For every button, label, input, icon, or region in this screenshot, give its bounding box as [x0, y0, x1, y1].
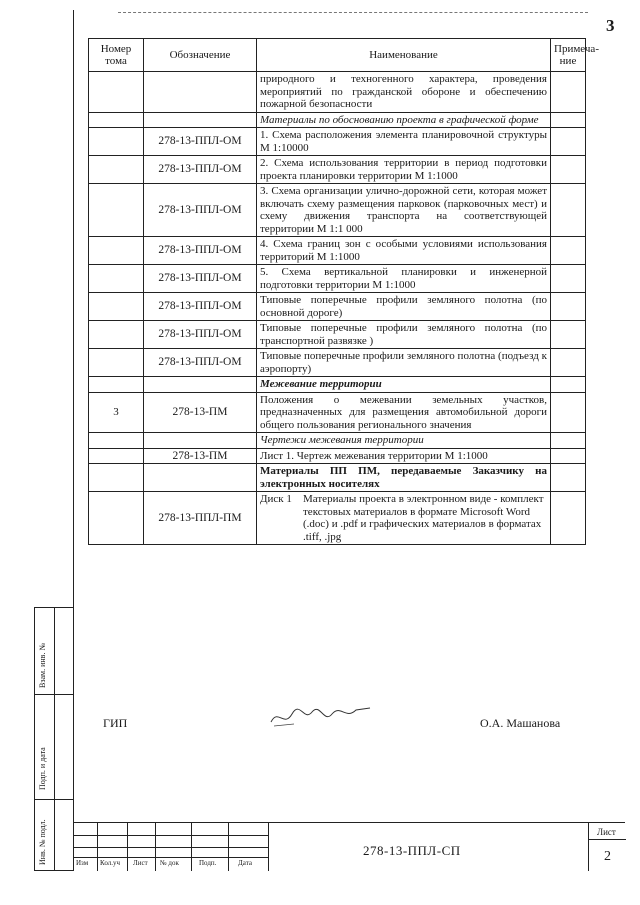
- row-code: 278-13-ПМ: [144, 392, 257, 433]
- row-volume: [89, 265, 144, 293]
- sheet-box: [588, 823, 626, 871]
- table-row: [89, 265, 586, 293]
- signature-name: О.А. Машанова: [480, 716, 561, 730]
- row-code: 278-13-ППЛ-ОМ: [144, 237, 257, 265]
- row-note: [551, 377, 586, 393]
- stamp-col-sheet: Лист: [133, 859, 148, 867]
- stamp-col-count: Кол.уч: [100, 859, 120, 867]
- row-code: [144, 72, 257, 113]
- table-row: [89, 464, 586, 492]
- side-cell-inventory: [35, 799, 73, 869]
- row-code: 278-13-ППЛ-ОМ: [144, 156, 257, 184]
- table-body: [89, 72, 586, 545]
- row-volume: [89, 156, 144, 184]
- row-note: [551, 392, 586, 433]
- table-row: [89, 377, 586, 393]
- row-name: 1. Схема расположения элемента планировочной структуры М 1:10000: [257, 128, 551, 156]
- row-volume: [89, 112, 144, 128]
- documents-table: [88, 38, 599, 545]
- header-note: Примеча-ние: [551, 39, 586, 72]
- row-note: [551, 156, 586, 184]
- signature-scribble-icon: [266, 700, 376, 732]
- row-volume: [89, 433, 144, 449]
- header-volume: Номер тома: [89, 39, 144, 72]
- row-name: Типовые поперечные профили земляного полотна (по транспортной развязке ): [257, 321, 551, 349]
- table-row: [89, 433, 586, 449]
- row-name: Чертежи межевания территории: [257, 433, 551, 449]
- row-volume: [89, 448, 144, 464]
- row-code: [144, 433, 257, 449]
- row-volume: [89, 492, 144, 545]
- table-row: [89, 72, 586, 113]
- row-note: [551, 464, 586, 492]
- row-code: [144, 377, 257, 393]
- row-name: 3. Схема организации улично-дорожной сети, которая может включать схему размещения парковок (парковочных мест) и схему движения транспорта на соответствующей территории М 1:1 000: [257, 184, 551, 237]
- table-row: [89, 184, 586, 237]
- side-panel: [34, 607, 74, 871]
- signature-role: ГИП: [103, 716, 128, 730]
- row-name: Межевание территории: [257, 377, 551, 393]
- row-name: [257, 492, 551, 545]
- table-row: [89, 448, 586, 464]
- row-note: [551, 112, 586, 128]
- stamp-col-sign: Подп.: [199, 859, 217, 867]
- row-note: [551, 72, 586, 113]
- header-code: Обозначение: [144, 39, 257, 72]
- row-volume: [89, 321, 144, 349]
- row-volume: [89, 293, 144, 321]
- row-name: 5. Схема вертикальной планировки и инженерной подготовки территории М 1:1000: [257, 265, 551, 293]
- disk-description: Материалы проекта в электронном виде - комплект текстовых материалов в формате Microsoft Word (.doc) и .pdf и графических материалов в форматах .tiff, .jpg: [303, 493, 544, 543]
- row-name: Типовые поперечные профили земляного полотна (подъезд к аэропорту): [257, 349, 551, 377]
- table-row: [89, 321, 586, 349]
- row-note: [551, 492, 586, 545]
- side-cell-replacement: [35, 608, 73, 695]
- header-name: Наименование: [257, 39, 551, 72]
- table-row: [89, 128, 586, 156]
- stamp-col-doc: № док: [160, 859, 179, 867]
- side-label-replacement: Взам. инв. №: [38, 642, 47, 688]
- row-code: 278-13-ППЛ-ПМ: [144, 492, 257, 545]
- document-code: 278-13-ППЛ-СП: [363, 843, 461, 858]
- table-row: [89, 156, 586, 184]
- row-note: [551, 448, 586, 464]
- row-volume: [89, 377, 144, 393]
- row-note: [551, 433, 586, 449]
- table-row-disk: [89, 492, 586, 545]
- row-code: 278-13-ППЛ-ОМ: [144, 321, 257, 349]
- row-name: Лист 1. Чертеж межевания территории М 1:1000: [257, 448, 551, 464]
- table-row: [89, 237, 586, 265]
- sheet-number: 2: [604, 849, 611, 864]
- side-label-signature: Подп. и дата: [38, 747, 47, 790]
- page-number: 3: [606, 16, 615, 35]
- row-volume: [89, 128, 144, 156]
- disk-label: Диск 1: [260, 493, 292, 505]
- disk-content: [260, 493, 547, 543]
- row-code: 278-13-ППЛ-ОМ: [144, 349, 257, 377]
- table-row: [89, 293, 586, 321]
- row-volume: [89, 184, 144, 237]
- row-note: [551, 349, 586, 377]
- row-volume: [89, 464, 144, 492]
- sheet-label: Лист: [597, 827, 616, 837]
- row-code: 278-13-ППЛ-ОМ: [144, 128, 257, 156]
- row-code: [144, 112, 257, 128]
- row-name: 4. Схема границ зон с особыми условиями использования территорий М 1:1000: [257, 237, 551, 265]
- row-code: 278-13-ПМ: [144, 448, 257, 464]
- row-volume: 3: [89, 392, 144, 433]
- row-note: [551, 321, 586, 349]
- title-block-stamp: [73, 822, 625, 871]
- row-volume: [89, 237, 144, 265]
- table-header-row: [89, 39, 586, 72]
- row-note: [551, 293, 586, 321]
- row-note: [551, 128, 586, 156]
- row-code: 278-13-ППЛ-ОМ: [144, 293, 257, 321]
- row-name: Типовые поперечные профили земляного полотна (по основной дороге): [257, 293, 551, 321]
- stamp-col-date: Дата: [238, 859, 252, 867]
- row-name: Положения о межевании земельных участков, предназначенных для размещения автомобильной дороги общего пользования регионального значения: [257, 392, 551, 433]
- row-volume: [89, 349, 144, 377]
- table-row: [89, 392, 586, 433]
- row-note: [551, 265, 586, 293]
- row-name: природного и техногенного характера, проведения мероприятий по гражданской обороне и обеспечению пожарной безопасности: [257, 72, 551, 113]
- row-code: 278-13-ППЛ-ОМ: [144, 184, 257, 237]
- side-label-inventory: Инв. № подл.: [38, 819, 47, 865]
- stamp-grid: [73, 823, 268, 871]
- row-note: [551, 237, 586, 265]
- row-volume: [89, 72, 144, 113]
- row-name: Материалы по обоснованию проекта в графической форме: [257, 112, 551, 128]
- row-note: [551, 184, 586, 237]
- row-name: Материалы ПП ПМ, передаваемые Заказчику на электронных носителях: [257, 464, 551, 492]
- stamp-col-change: Изм: [76, 859, 89, 867]
- table-row: [89, 112, 586, 128]
- row-code: [144, 464, 257, 492]
- row-code: 278-13-ППЛ-ОМ: [144, 265, 257, 293]
- top-dashed-line: [118, 12, 588, 13]
- table-row: [89, 349, 586, 377]
- row-name: 2. Схема использования территории в период подготовки проекта планировки территории М 1:1000: [257, 156, 551, 184]
- side-cell-signature: [35, 694, 73, 800]
